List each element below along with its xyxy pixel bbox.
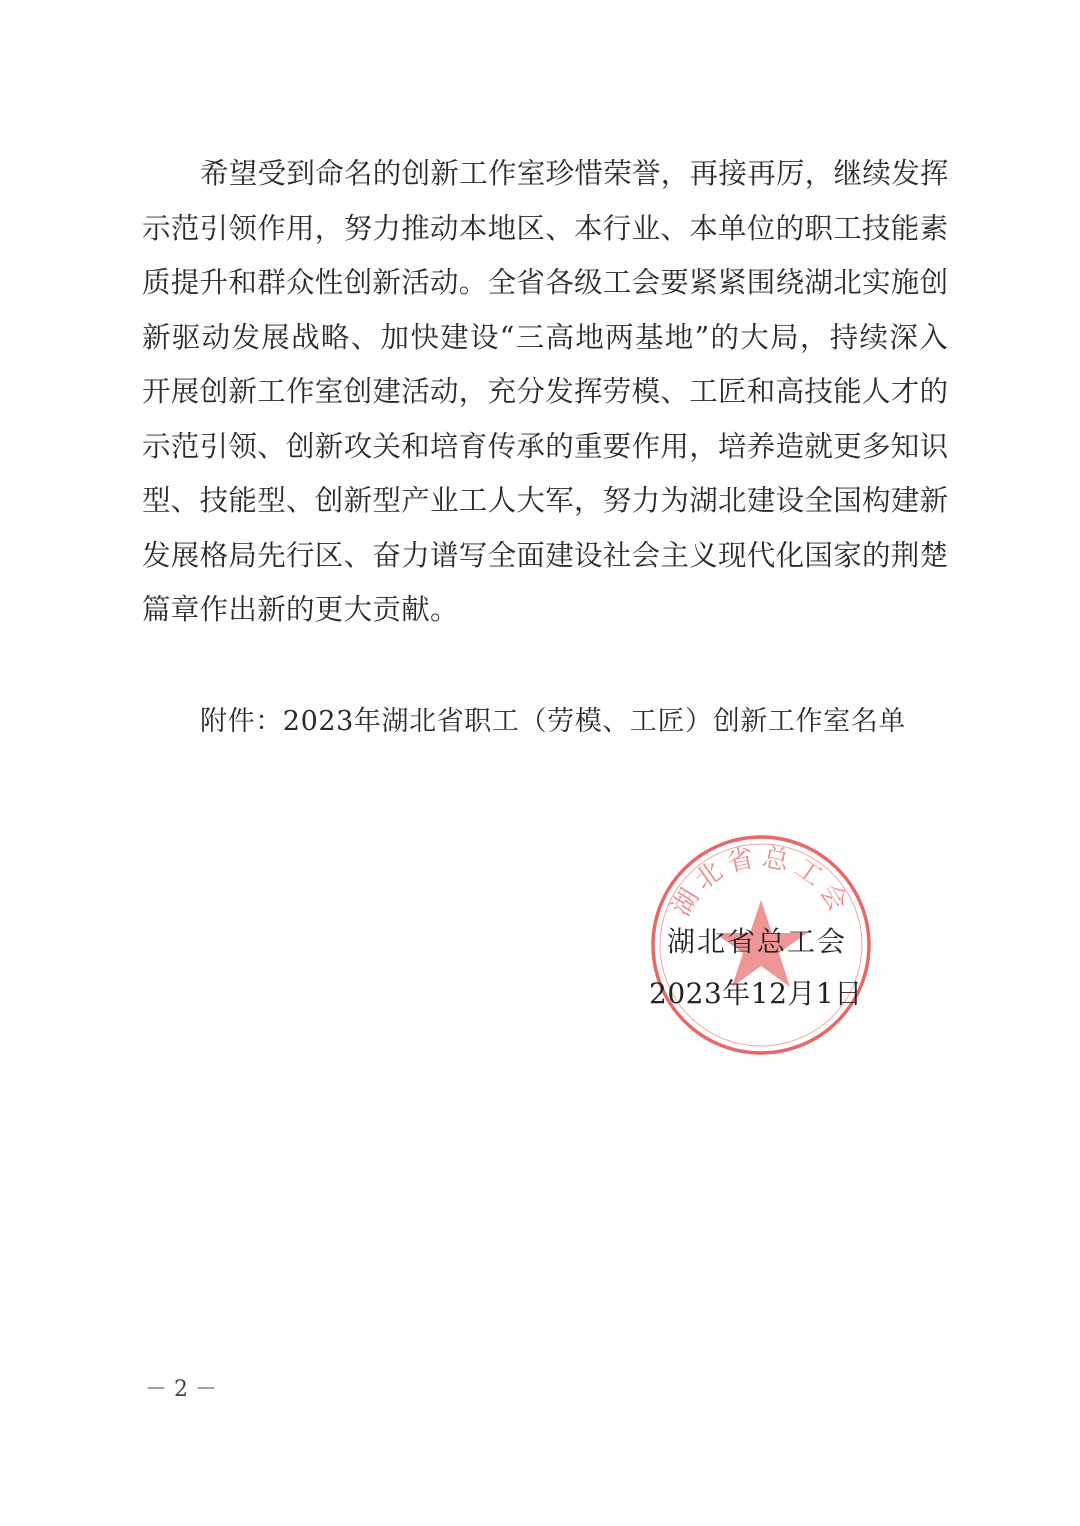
body-line: 开展创新工作室创建活动，充分发挥劳模、工匠和高技能人才的: [142, 375, 949, 408]
page-number: － 2 －: [145, 1377, 217, 1402]
body-line: 示范引领作用，努力推动本地区、本行业、本单位的职工技能素: [142, 211, 949, 245]
body-line: 示范引领、创新攻关和培育传承的重要作用，培养造就更多知识: [142, 429, 949, 463]
seal-text: 湖北省总工会: [666, 842, 856, 922]
body-line: 型、技能型、创新型产业工人大军，努力为湖北建设全国构建新: [142, 484, 949, 517]
signature-block: [649, 916, 863, 1020]
body-paragraph: [142, 152, 948, 643]
signature-organization: 湖北省总工会: [667, 925, 848, 958]
body-line: 质提升和群众性创新活动。全省各级工会要紧紧围绕湖北实施创: [142, 266, 949, 299]
body-line: 希望受到命名的创新工作室珍惜荣誉，再接再厉，继续发挥: [200, 157, 949, 190]
body-line: 篇章作出新的更大贡献。: [142, 593, 459, 626]
body-line: 发展格局先行区、奋力谱写全面建设社会主义现代化国家的荆楚: [142, 538, 949, 572]
body-line: 新驱动发展战略、加快建设“三高地两基地”的大局，持续深入: [142, 320, 948, 354]
signature-date: 2023年12月1日: [649, 977, 863, 1010]
attachment-note: 附件：2023年湖北省职工（劳模、工匠）创新工作室名单: [200, 706, 906, 737]
